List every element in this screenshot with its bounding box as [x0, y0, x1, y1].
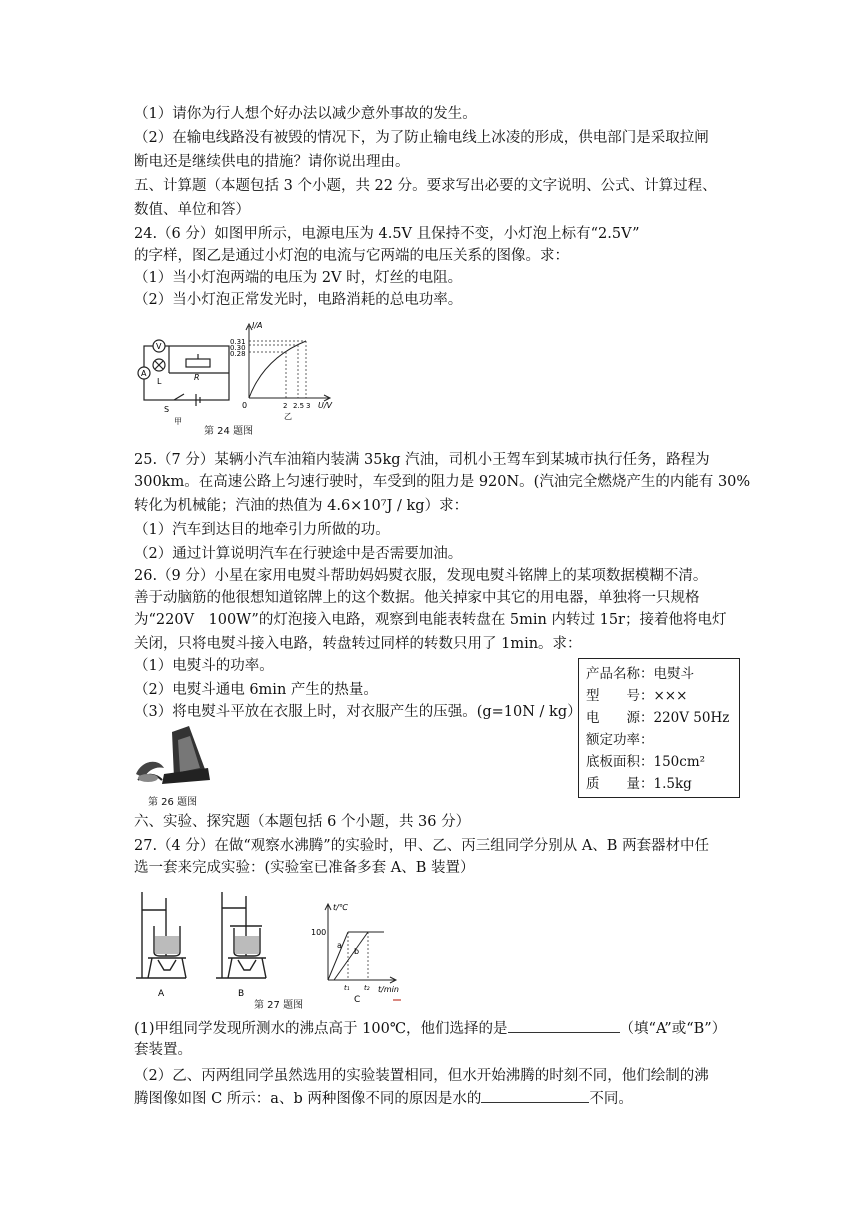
- text-segment: 腾图像如图 C 所示：a、b 两种图像不同的原因是水的: [134, 1091, 482, 1107]
- water-b: [235, 936, 259, 954]
- axis-t-label: t/℃: [333, 903, 348, 912]
- figure-24: [134, 318, 344, 440]
- y-tick: 0.28: [230, 350, 246, 358]
- circuit-diagram: [138, 340, 229, 406]
- question-27-1: [134, 1018, 734, 1039]
- text-line: 300km。在高速公路上匀速行驶时，车受到的阻力是 920N。(汽油完全燃烧产生的内能有 30%: [134, 474, 751, 490]
- text-line: （1）当小灯泡两端的电压为 2V 时，灯丝的电阻。: [134, 270, 463, 286]
- question-24: 24.（6 分）如图甲所示，电源电压为 4.5V 且保持不变，小灯泡上标有“2.5V”: [134, 226, 640, 242]
- text-line: 善于动脑筋的他很想知道铭牌上的这个数据。他关掉家中其它的用电器，单独将一只规格: [134, 590, 700, 606]
- section-heading-calc: 五、计算题（本题包括 3 个小题，共 22 分。要求写出必要的文字说明、公式、计算过程、: [134, 178, 717, 194]
- apparatus-a: [136, 892, 186, 978]
- y-tick: 0.31: [230, 338, 246, 346]
- text-line: 为“220V 100W”的灯泡接入电路，观察到电能表转盘在 5min 内转过 15r；接着他将电灯: [134, 612, 727, 628]
- resistor-label: R: [194, 373, 200, 382]
- x-tick: 2: [283, 402, 288, 410]
- text-line: 关闭，只将电熨斗接入电路，转盘转过同样的转数只用了 1min。求：: [134, 636, 582, 652]
- nameplate-power-supply: 电 源：220V 50Hz: [586, 710, 730, 726]
- section-heading-experiment: 六、实验、探究题（本题包括 6 个小题，共 36 分）: [134, 814, 471, 830]
- text-line: （2）在输电线路没有被毁的情况下，为了防止输电线上冰凌的形成，供电部门是采取拉闸: [134, 130, 709, 146]
- curve-b-label: b: [354, 947, 360, 956]
- label-jia: 甲: [174, 417, 182, 426]
- text-line: （1）汽车到达目的地牵引力所做的功。: [134, 522, 390, 538]
- question-27-2: （2）乙、丙两组同学虽然选用的实验装置相同，但水开始沸腾的时刻不同，他们绘制的沸: [134, 1068, 709, 1084]
- answer-blank[interactable]: [481, 1088, 589, 1103]
- text-line: （2）当小灯泡正常发光时，电路消耗的总电功率。: [134, 292, 463, 308]
- curve-a-label: a: [337, 941, 342, 950]
- text-line: [134, 1088, 734, 1109]
- y-value-100: 100: [311, 928, 327, 937]
- text-segment: （填“A”或“B”）: [619, 1021, 727, 1037]
- nameplate-model: 型 号：×××: [586, 688, 688, 704]
- text-line: （1）电熨斗的功率。: [134, 658, 274, 674]
- text-line: 套装置。: [134, 1042, 192, 1058]
- text-line: （1）请你为行人想个好办法以减少意外事故的发生。: [134, 106, 477, 122]
- water-a: [155, 936, 179, 954]
- text-line: 选一套来完成实验：(实验室已准备多套 A、B 装置）: [134, 860, 475, 876]
- apparatus-b: [216, 892, 266, 978]
- axis-i-label: I/A: [252, 321, 263, 330]
- caption-fig-26: 第 26 题图: [148, 797, 198, 808]
- nameplate-rated-power: 额定功率：: [586, 732, 654, 748]
- text-line: （3）将电熨斗平放在衣服上时，对衣服产生的压强。(g=10N / kg）: [134, 704, 582, 720]
- text-line: 断电还是继续供电的措施？请你说出理由。: [134, 154, 410, 170]
- iron-nameplate: [578, 658, 740, 798]
- voltmeter-icon: V: [156, 342, 162, 351]
- lamp-label: L: [157, 377, 162, 386]
- y-tick: 0.30: [230, 344, 246, 352]
- ammeter-icon: A: [141, 369, 147, 378]
- switch-label: S: [164, 405, 170, 414]
- axis-time-label: t/min: [378, 985, 399, 994]
- text-segment: 不同。: [589, 1091, 633, 1107]
- figure-27: [134, 884, 409, 1012]
- label-a: A: [158, 989, 165, 999]
- x-tick: 2.5: [293, 402, 305, 410]
- axis-u-label: U/V: [318, 401, 333, 410]
- question-25: 25.（7 分）某辆小汽车油箱内装满 35kg 汽油，司机小王驾车到某城市执行任务，路程为: [134, 452, 710, 468]
- nameplate-product: 产品名称：电熨斗: [586, 666, 694, 682]
- text-line: （2）通过计算说明汽车在行驶途中是否需要加油。: [134, 546, 463, 562]
- electric-iron-image: [134, 722, 214, 794]
- t1-label: t₁: [344, 984, 350, 992]
- answer-blank[interactable]: [508, 1018, 620, 1033]
- nameplate-base-area: 底板面积：150cm²: [586, 754, 706, 770]
- text-line: 数值、单位和答）: [134, 202, 250, 218]
- boiling-graph: [325, 904, 396, 983]
- caption-fig-24: 第 24 题图: [204, 426, 254, 437]
- origin-label: 0: [242, 401, 248, 410]
- graph-guides: [249, 341, 306, 398]
- text-line: （2）电熨斗通电 6min 产生的热量。: [134, 682, 378, 698]
- question-26: 26.（9 分）小星在家用电熨斗帮助妈妈熨衣服，发现电熨斗铭牌上的某项数据模糊不清。: [134, 568, 708, 584]
- iu-graph: [246, 324, 330, 401]
- text-segment: (1)甲组同学发现所测水的沸点高于 100℃，他们选择的是: [134, 1021, 508, 1037]
- caption-fig-27: 第 27 题图: [254, 1000, 304, 1011]
- text-line: 转化为机械能；汽油的热值为 4.6×10⁷J / kg）求：: [134, 498, 469, 514]
- label-yi: 乙: [284, 412, 292, 421]
- text-line: 的字样，图乙是通过小灯泡的电流与它两端的电压关系的图像。求：: [134, 248, 569, 264]
- x-tick: 3: [306, 402, 311, 410]
- label-b: B: [238, 989, 245, 999]
- question-27: 27.（4 分）在做“观察水沸腾”的实验时，甲、乙、丙三组同学分别从 A、B 两套器材中任: [134, 838, 710, 854]
- t2-label: t₂: [364, 984, 370, 992]
- label-c: C: [354, 995, 361, 1005]
- nameplate-mass: 质 量：1.5kg: [586, 776, 692, 792]
